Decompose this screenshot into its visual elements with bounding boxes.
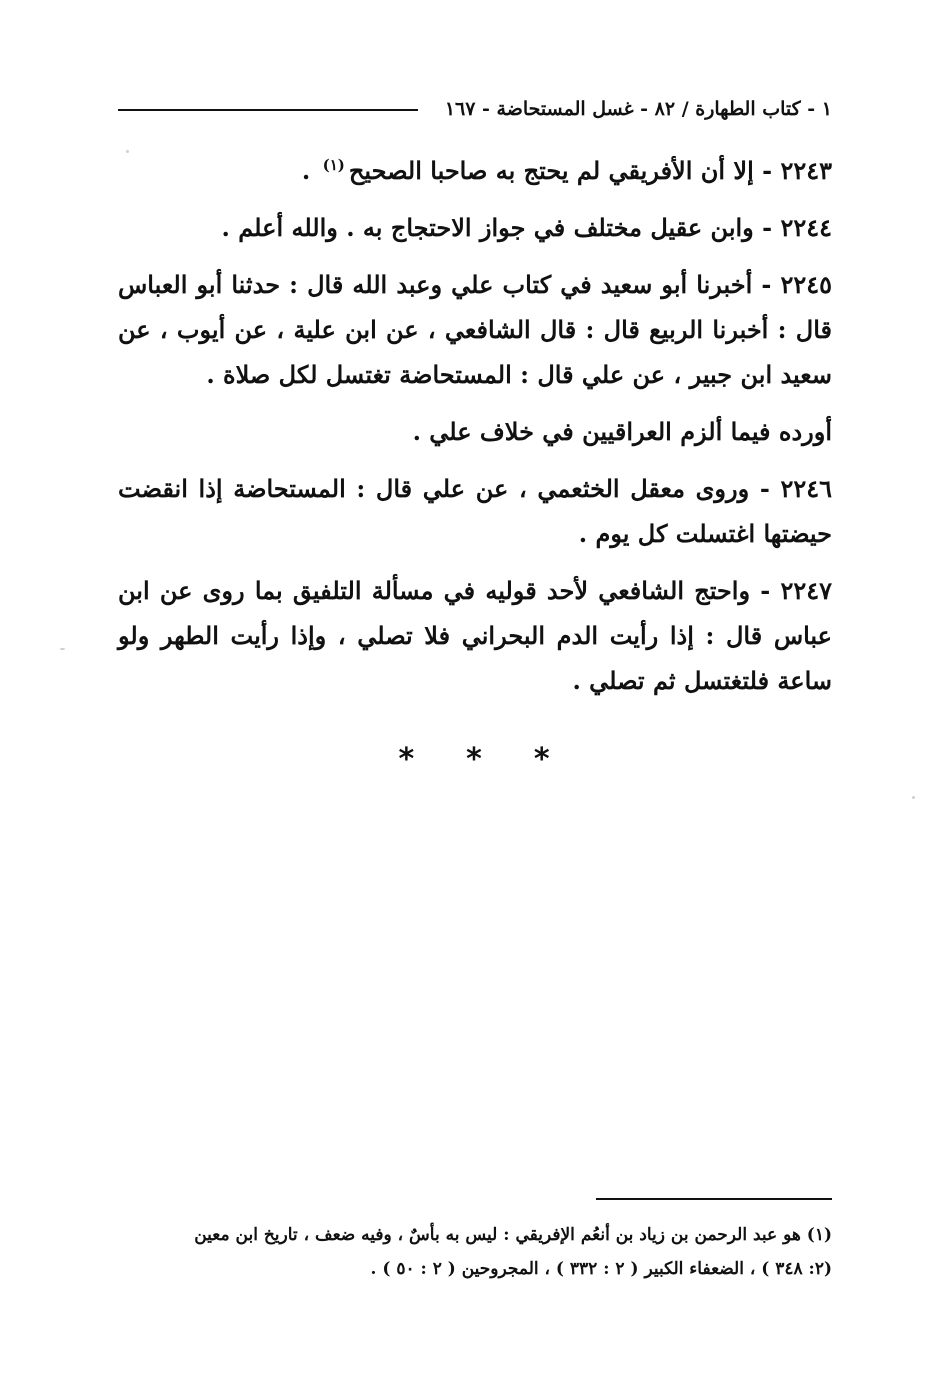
paragraph-text: ٢٢٤٣ - إلا أن الأفريقي لم يحتج به صاحبا الصحيح <box>348 156 832 185</box>
footnote-line: (٢: ٣٤٨ ) ، الضعفاء الكبير ( ٢ : ٣٣٢ ) ، المجروحين ( ٢ : ٥٠ ) . <box>370 1259 832 1279</box>
footnote-reference: (١) <box>322 156 345 174</box>
paragraph-tail: . <box>301 156 319 185</box>
paragraph-2243 <box>118 148 832 193</box>
scan-speck <box>126 150 129 153</box>
footnote-line: (١) هو عبد الرحمن بن زياد بن أنعُم الإفريقي : ليس به بأسٌ ، وفيه ضعف ، تاريخ ابن معين <box>194 1225 832 1245</box>
paragraph-2247: ٢٢٤٧ - واحتج الشافعي لأحد قوليه في مسألة التلفيق بما روى عن ابن عباس قال : إذا رأيت الدم البحراني فلا تصلي ، وإذا رأيت الطهر ولو ساعة فلتغتسل ثم تصلي . <box>118 576 832 695</box>
footnote-rule <box>596 1198 832 1200</box>
paragraph-2244: ٢٢٤٤ - وابن عقيل مختلف في جواز الاحتجاج به . والله أعلم . <box>221 213 832 242</box>
separator-star: * <box>533 742 550 777</box>
running-header <box>118 94 832 130</box>
scan-speck <box>60 648 65 650</box>
scan-speck <box>912 796 915 799</box>
separator-star: * <box>398 742 415 777</box>
section-separator <box>0 742 948 777</box>
footnotes <box>118 1218 832 1286</box>
paragraph-2245: ٢٢٤٥ - أخبرنا أبو سعيد في كتاب علي وعبد الله قال : حدثنا أبو العباس قال : أخبرنا الربيع قال : قال الشافعي ، عن ابن علية ، عن أيوب ، عن سعيد ابن جبير ، عن علي قال : المستحاضة تغتسل لكل صلاة . <box>118 270 832 389</box>
running-title: ١ - كتاب الطهارة / ٨٢ - غسل المستحاضة - ١٦٧ <box>444 98 832 120</box>
separator-star: * <box>466 742 482 777</box>
main-text <box>118 148 832 715</box>
paragraph-2246: ٢٢٤٦ - وروى معقل الخثعمي ، عن علي قال : المستحاضة إذا انقضت حيضتها اغتسلت كل يوم . <box>118 474 832 548</box>
header-rule <box>118 109 418 111</box>
paragraph-note: أورده فيما ألزم العراقيين في خلاف علي . <box>412 417 832 446</box>
